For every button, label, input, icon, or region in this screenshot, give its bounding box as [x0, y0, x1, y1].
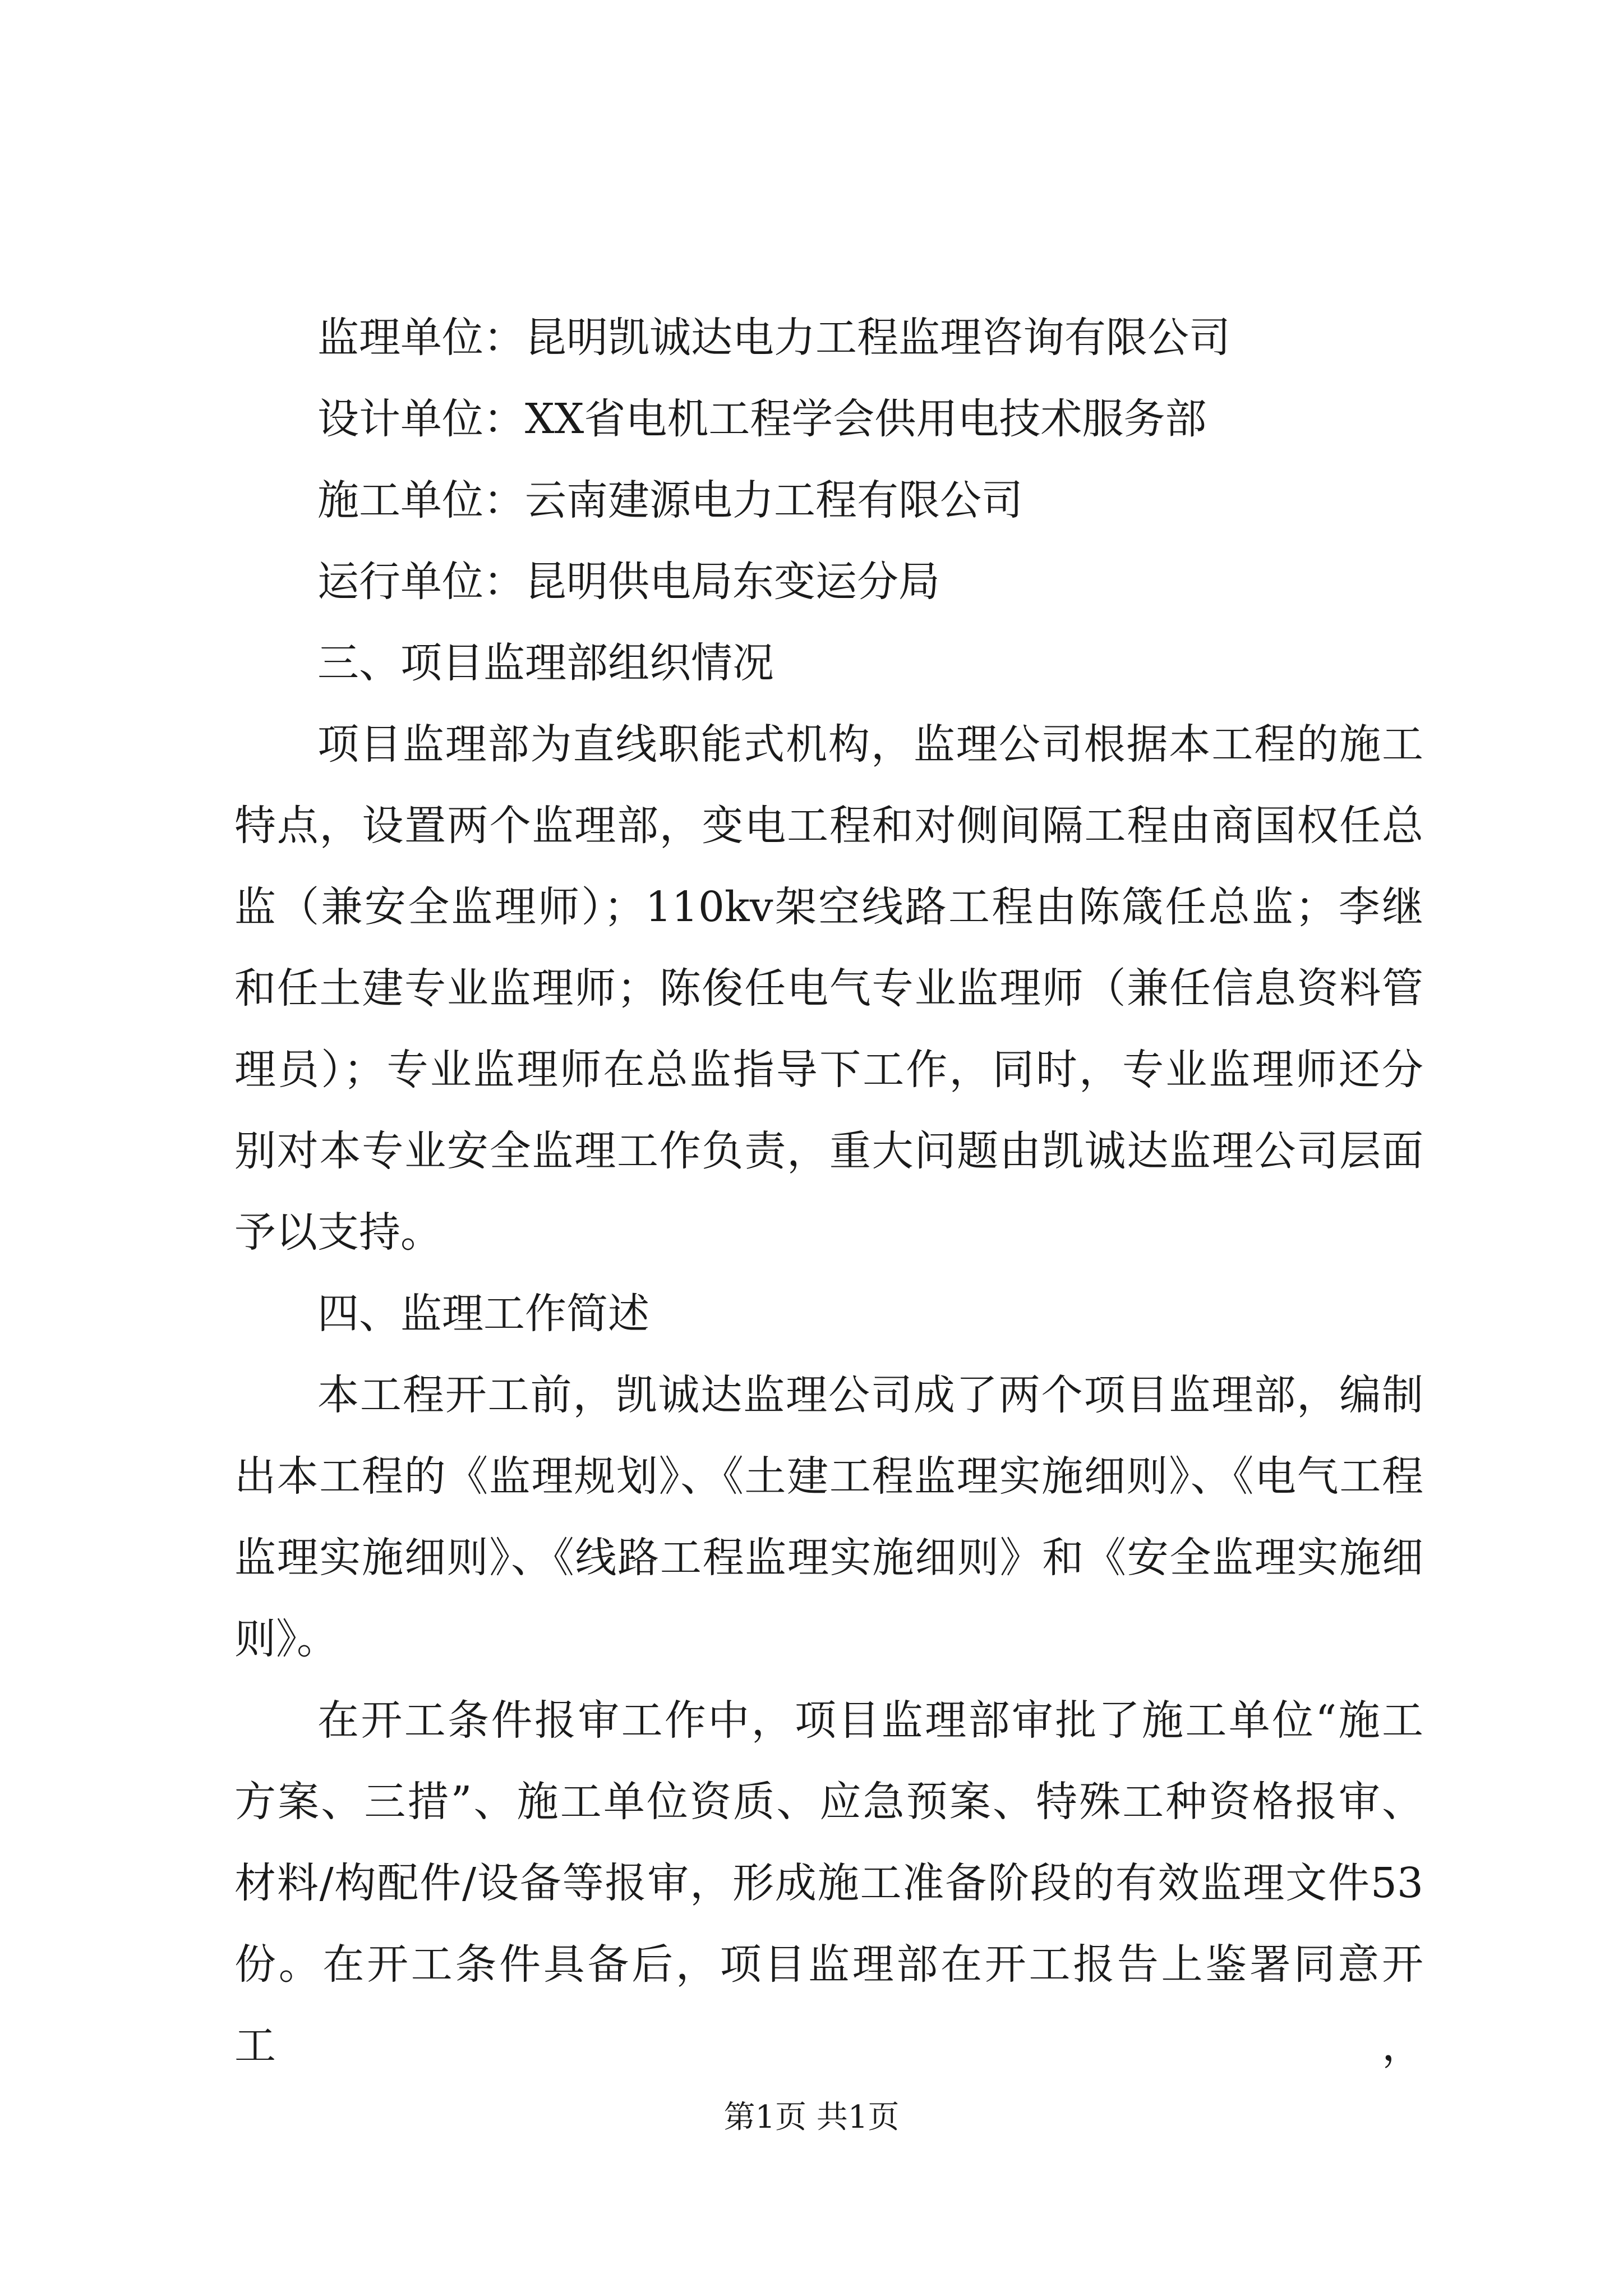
- text-line: 四、监理工作简述: [317, 1290, 649, 1338]
- text-line: 监理实施细则》、《线路工程监理实施细则》和《安全监理实施细: [234, 1534, 1423, 1582]
- text-line: 出本工程的《监理规划》、《土建工程监理实施细则》、《电气工程: [234, 1452, 1423, 1501]
- text-line: 在开工条件报审工作中，项目监理部审批了施工单位“施工: [317, 1696, 1423, 1745]
- text-line: 特点，设置两个监理部，变电工程和对侧间隔工程由商国权任总: [234, 802, 1423, 850]
- text-line: 监理单位：昆明凯诚达电力工程监理咨询有限公司: [317, 314, 1230, 362]
- text-line: 材料/构配件/设备等报审，形成施工准备阶段的有效监理文件53: [234, 1859, 1423, 1907]
- text-line: 则》。: [234, 1615, 338, 1663]
- text-line: 予以支持。: [234, 1208, 442, 1257]
- text-line: 本工程开工前，凯诚达监理公司成了两个项目监理部，编制: [317, 1371, 1423, 1419]
- page-footer: 第1页 共1页: [723, 2099, 900, 2136]
- text-line: 三、项目监理部组织情况: [317, 639, 774, 687]
- text-line: 施工单位：云南建源电力工程有限公司: [317, 476, 1023, 524]
- text-line: 别对本专业安全监理工作负责，重大问题由凯诚达监理公司层面: [234, 1127, 1423, 1175]
- text-line: 方案、三措”、施工单位资质、应急预案、特殊工种资格报审、: [234, 1778, 1423, 1826]
- text-line: 和任土建专业监理师；陈俊任电气专业监理师（兼任信息资料管: [234, 964, 1423, 1013]
- text-line: 运行单位：昆明供电局东变运分局: [317, 558, 940, 606]
- text-line: 份。在开工条件具备后，项目监理部在开工报告上鉴署同意开工，: [234, 1940, 1423, 2070]
- text-line: 设计单位：XX省电机工程学会供用电技术服务部: [317, 395, 1207, 443]
- document-body: [234, 297, 1423, 2070]
- text-line: 项目监理部为直线职能式机构，监理公司根据本工程的施工: [317, 720, 1423, 769]
- text-line: 监（兼安全监理师）；110kv架空线路工程由陈箴任总监；李继: [234, 883, 1423, 931]
- text-line: 理员）；专业监理师在总监指导下工作，同时，专业监理师还分: [234, 1046, 1423, 1094]
